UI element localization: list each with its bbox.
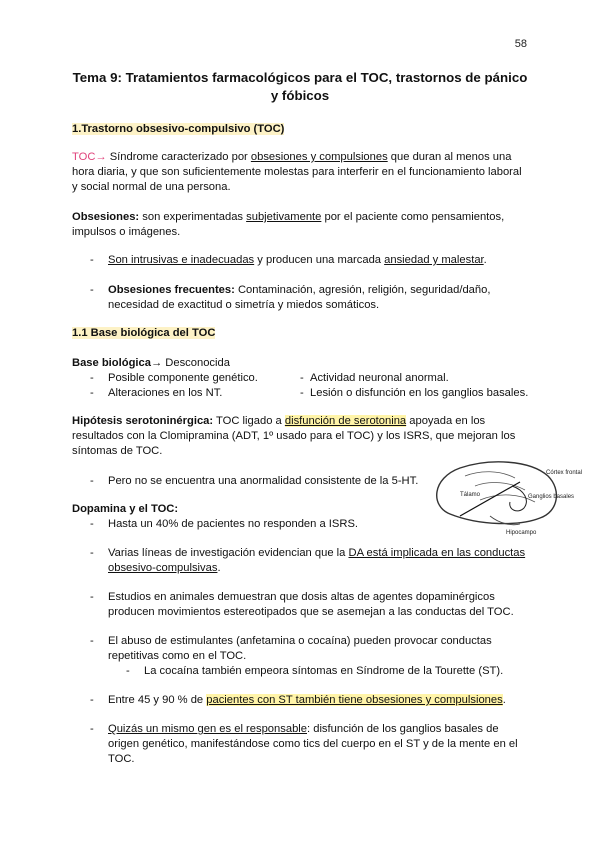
title-line-1: Tema 9: Tratamientos farmacológicos para el TOC, trastornos de pánico (72, 70, 528, 85)
obsesiones-paragraph: Obsesiones: son experimentadas subjetivamente por el paciente como pensamientos, impulsos o imágenes. (72, 211, 505, 238)
bullet-intrusivas: Son intrusivas e inadecuadas y producen una marcada ansiedad y malestar. (108, 254, 487, 266)
bullet-dash: - (90, 635, 94, 647)
page-title (72, 69, 528, 105)
brain-label: Ganglios basales (528, 494, 575, 500)
toc-definition: TOC→ Síndrome caracterizado por obsesiones y compulsiones que duran al menos una hora diaria, y que son suficientemente molestas para interferir en el funcionamiento laboral y social normal de una persona. (72, 151, 522, 193)
title-line-2: y fóbicos (270, 88, 330, 103)
section-heading-toc: 1.Trastorno obsesivo-compulsivo (TOC) (72, 123, 285, 135)
brain-diagram (420, 456, 583, 538)
toc-label: TOC (72, 151, 96, 163)
base-item: Posible componente genético. (108, 372, 258, 384)
bullet-dash: - (90, 723, 94, 735)
base-biologica-line: Base biológica→ Desconocida (72, 357, 230, 369)
section-heading-base-biologica: 1.1 Base biológica del TOC (72, 327, 216, 339)
base-item: Lesión o disfunción en los ganglios basales. (310, 387, 529, 399)
dopamina-subitem: La cocaína también empeora síntomas en Síndrome de la Tourette (ST). (144, 665, 504, 677)
bullet-dash: - (300, 372, 304, 384)
hipotesis-serotoninergica: Hipótesis serotoninérgica: TOC ligado a disfunción de serotonina apoyada en los resultados con la Clomipramina (ADT, 1º usado para el TOC) y los ISRS, que mejoran los síntomas de TOC. (72, 415, 516, 457)
bullet-dash: - (90, 254, 94, 266)
dopamina-item: Estudios en animales demuestran que dosis altas de agentes dopaminérgicos producen movimientos estereotipados que se asemejan a las conductas del TOC. (108, 591, 514, 618)
brain-label: Tálamo (460, 492, 481, 498)
bullet-dash: - (126, 665, 130, 677)
bullet-dash: - (90, 475, 94, 487)
bullet-dash: - (90, 518, 94, 530)
page-number: 58 (514, 38, 527, 50)
arrow-icon: → (95, 151, 107, 163)
dopamina-heading: Dopamina y el TOC: (72, 503, 179, 515)
dopamina-item: Entre 45 y 90 % de pacientes con ST también tiene obsesiones y compulsiones. (108, 694, 506, 706)
dopamina-item: Quizás un mismo gen es el responsable: disfunción de los ganglios basales de origen genético, manifestándose como tics del cuerpo en el ST y de la mente en el TOC. (108, 723, 518, 765)
arrow-icon: → (150, 357, 163, 369)
bullet-dash: - (90, 387, 94, 399)
bullet-5ht: Pero no se encuentra una anormalidad consistente de la 5-HT. (108, 475, 419, 487)
brain-label: Córtex frontal (546, 470, 583, 476)
bullet-dash: - (90, 547, 94, 559)
base-item: Actividad neuronal anormal. (310, 372, 449, 384)
bullet-obsesiones-frecuentes: Obsesiones frecuentes: Contaminación, agresión, religión, seguridad/daño, necesidad de exactitud o simetría y miedos somáticos. (108, 284, 491, 311)
dopamina-item: Hasta un 40% de pacientes no responden a ISRS. (108, 518, 359, 530)
brain-label: Hipocampo (506, 530, 537, 536)
bullet-dash: - (90, 372, 94, 384)
bullet-dash: - (90, 284, 94, 296)
dopamina-item: El abuso de estimulantes (anfetamina o cocaína) pueden provocar conductas repetitivas como en el TOC. (108, 635, 492, 662)
dopamina-item: Varias líneas de investigación evidencian que la DA está implicada en las conductas obsesivo-compulsivas. (108, 547, 526, 574)
base-item: Alteraciones en los NT. (108, 387, 223, 399)
bullet-dash: - (300, 387, 304, 399)
bullet-dash: - (90, 694, 94, 706)
bullet-dash: - (90, 591, 94, 603)
